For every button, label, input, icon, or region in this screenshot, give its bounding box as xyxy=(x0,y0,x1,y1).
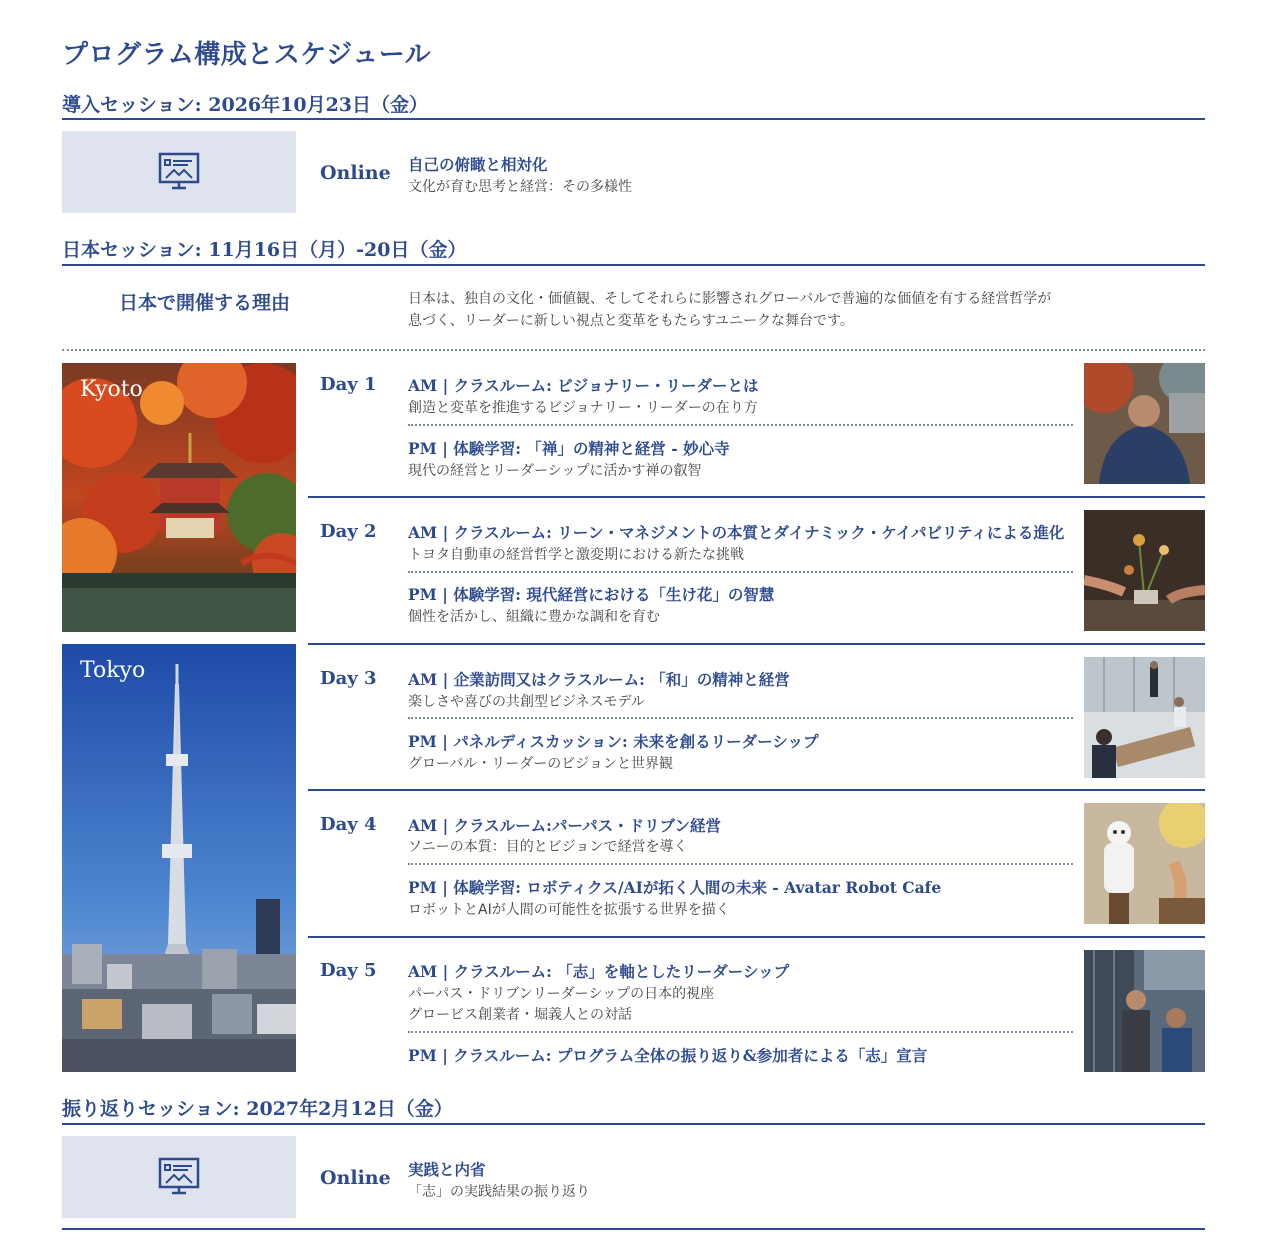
intro-mode: Online xyxy=(320,162,391,184)
day-5-am-subtitle-2: グロービス創業者・堀義人との対話 xyxy=(408,1007,632,1023)
tokyo-photo xyxy=(62,644,296,1072)
day-1-divider xyxy=(408,424,1073,426)
day-5-label: Day 5 xyxy=(320,960,377,981)
day-1-pm-subtitle: 現代の経営とリーダーシップに活かす禅の叡智 xyxy=(408,463,702,479)
day-4-label: Day 4 xyxy=(320,814,377,835)
day-2-bottom-rule xyxy=(308,643,1205,645)
day-3-bottom-rule xyxy=(308,789,1205,791)
intro-subtitle: 文化が育む思考と経営：その多様性 xyxy=(408,179,632,195)
ikebana-illustration xyxy=(1084,510,1205,631)
day-5-am-subtitle: パーパス・ドリブンリーダーシップの日本的視座 xyxy=(408,986,715,1002)
day-4-bottom-rule xyxy=(308,936,1205,938)
reason-text xyxy=(408,288,1108,332)
day-3-pm-subtitle: グローバル・リーダーのビジョンと世界観 xyxy=(408,756,674,772)
day-4-pm-title: PM | 体験学習: ロボティクス/AIが拓く人間の未来 - Avatar Robot Cafe xyxy=(408,878,942,897)
day-5-photo xyxy=(1084,950,1205,1072)
day-1-pm-title: PM | 体験学習: 「禅」の精神と経営 - 妙心寺 xyxy=(408,439,730,458)
reflection-title: 実践と内省 xyxy=(408,1160,486,1179)
online-screen-icon xyxy=(158,152,200,192)
intro-rule xyxy=(62,118,1205,120)
reflection-rule xyxy=(62,1123,1205,1125)
day-3-pm-title: PM | パネルディスカッション: 未来を創るリーダーシップ xyxy=(408,732,819,751)
robot-cafe-illustration xyxy=(1084,803,1205,924)
day-3-photo xyxy=(1084,657,1205,778)
reflection-online-box xyxy=(62,1136,296,1218)
tokyo-label: Tokyo xyxy=(80,658,146,683)
monk-illustration xyxy=(1084,363,1205,484)
kyoto-label: Kyoto xyxy=(80,377,143,402)
day-5-pm-title: PM | クラスルーム: プログラム全体の振り返り&参加者による「志」宣言 xyxy=(408,1046,928,1065)
day-1-bottom-rule xyxy=(308,496,1205,498)
kyoto-photo xyxy=(62,363,296,632)
day-5-divider xyxy=(408,1031,1073,1033)
day-2-am-title: AM | クラスルーム: リーン・マネジメントの本質とダイナミック・ケイパビリティによる進化 xyxy=(408,523,1065,542)
leaders-illustration xyxy=(1084,950,1205,1072)
day-1-photo xyxy=(1084,363,1205,484)
day-1-label: Day 1 xyxy=(320,374,377,395)
day-4-photo xyxy=(1084,803,1205,924)
reflection-mode: Online xyxy=(320,1167,391,1189)
bottom-rule xyxy=(62,1228,1205,1230)
day-3-am-title: AM | 企業訪問又はクラスルーム: 「和」の精神と経営 xyxy=(408,670,790,689)
day-2-label: Day 2 xyxy=(320,521,377,542)
intro-online-box xyxy=(62,131,296,213)
japan-session-heading: 日本セッション: 11月16日（月）-20日（金） xyxy=(62,239,467,261)
online-screen-icon xyxy=(158,1157,200,1197)
intro-title: 自己の俯瞰と相対化 xyxy=(408,155,548,174)
intro-session-heading: 導入セッション: 2026年10月23日（金） xyxy=(62,94,429,116)
meeting-room-illustration xyxy=(1084,657,1205,778)
day-3-am-subtitle: 楽しさや喜びの共創型ビジネスモデル xyxy=(408,694,645,710)
day-2-pm-title: PM | 体験学習: 現代経営における「生け花」の智慧 xyxy=(408,585,775,604)
reason-title: 日本で開催する理由 xyxy=(118,292,290,314)
day-2-am-subtitle: トヨタ自動車の経営哲学と激変期における新たな挑戦 xyxy=(408,547,744,563)
reason-line-2: 息づく、リーダーに新しい視点と変革をもたらすユニークな舞台です。 xyxy=(408,313,854,329)
day-3-divider xyxy=(408,717,1073,719)
reflection-session-heading: 振り返りセッション: 2027年2月12日（金） xyxy=(62,1098,453,1120)
day-4-pm-subtitle: ロボットとAIが人間の可能性を拡張する世界を描く xyxy=(408,902,730,918)
day-5-am-title: AM | クラスルーム: 「志」を軸としたリーダーシップ xyxy=(408,962,790,981)
day-4-divider xyxy=(408,863,1073,865)
day-3-label: Day 3 xyxy=(320,668,377,689)
day-2-pm-subtitle: 個性を活かし、組織に豊かな調和を育む xyxy=(408,609,660,625)
day-4-am-subtitle: ソニーの本質：目的とビジョンで経営を導く xyxy=(408,839,688,855)
reason-line-1: 日本は、独自の文化・価値観、そしてそれらに影響されグローバルで普遍的な価値を有する経営哲学が xyxy=(408,291,1052,307)
day-1-am-title: AM | クラスルーム: ビジョナリー・リーダーとは xyxy=(408,376,759,395)
day-4-am-title: AM | クラスルーム:パーパス・ドリブン経営 xyxy=(408,816,721,835)
page-title: プログラム構成とスケジュール xyxy=(62,40,432,70)
japan-rule xyxy=(62,264,1205,266)
tokyo-skytree-illustration xyxy=(62,644,296,1072)
day-2-photo xyxy=(1084,510,1205,631)
reason-divider xyxy=(62,349,1205,351)
kyoto-pagoda-illustration xyxy=(62,363,296,632)
day-2-divider xyxy=(408,571,1073,573)
reflection-subtitle: 「志」の実践結果の振り返り xyxy=(408,1184,590,1200)
day-1-am-subtitle: 創造と変革を推進するビジョナリー・リーダーの在り方 xyxy=(408,400,758,416)
